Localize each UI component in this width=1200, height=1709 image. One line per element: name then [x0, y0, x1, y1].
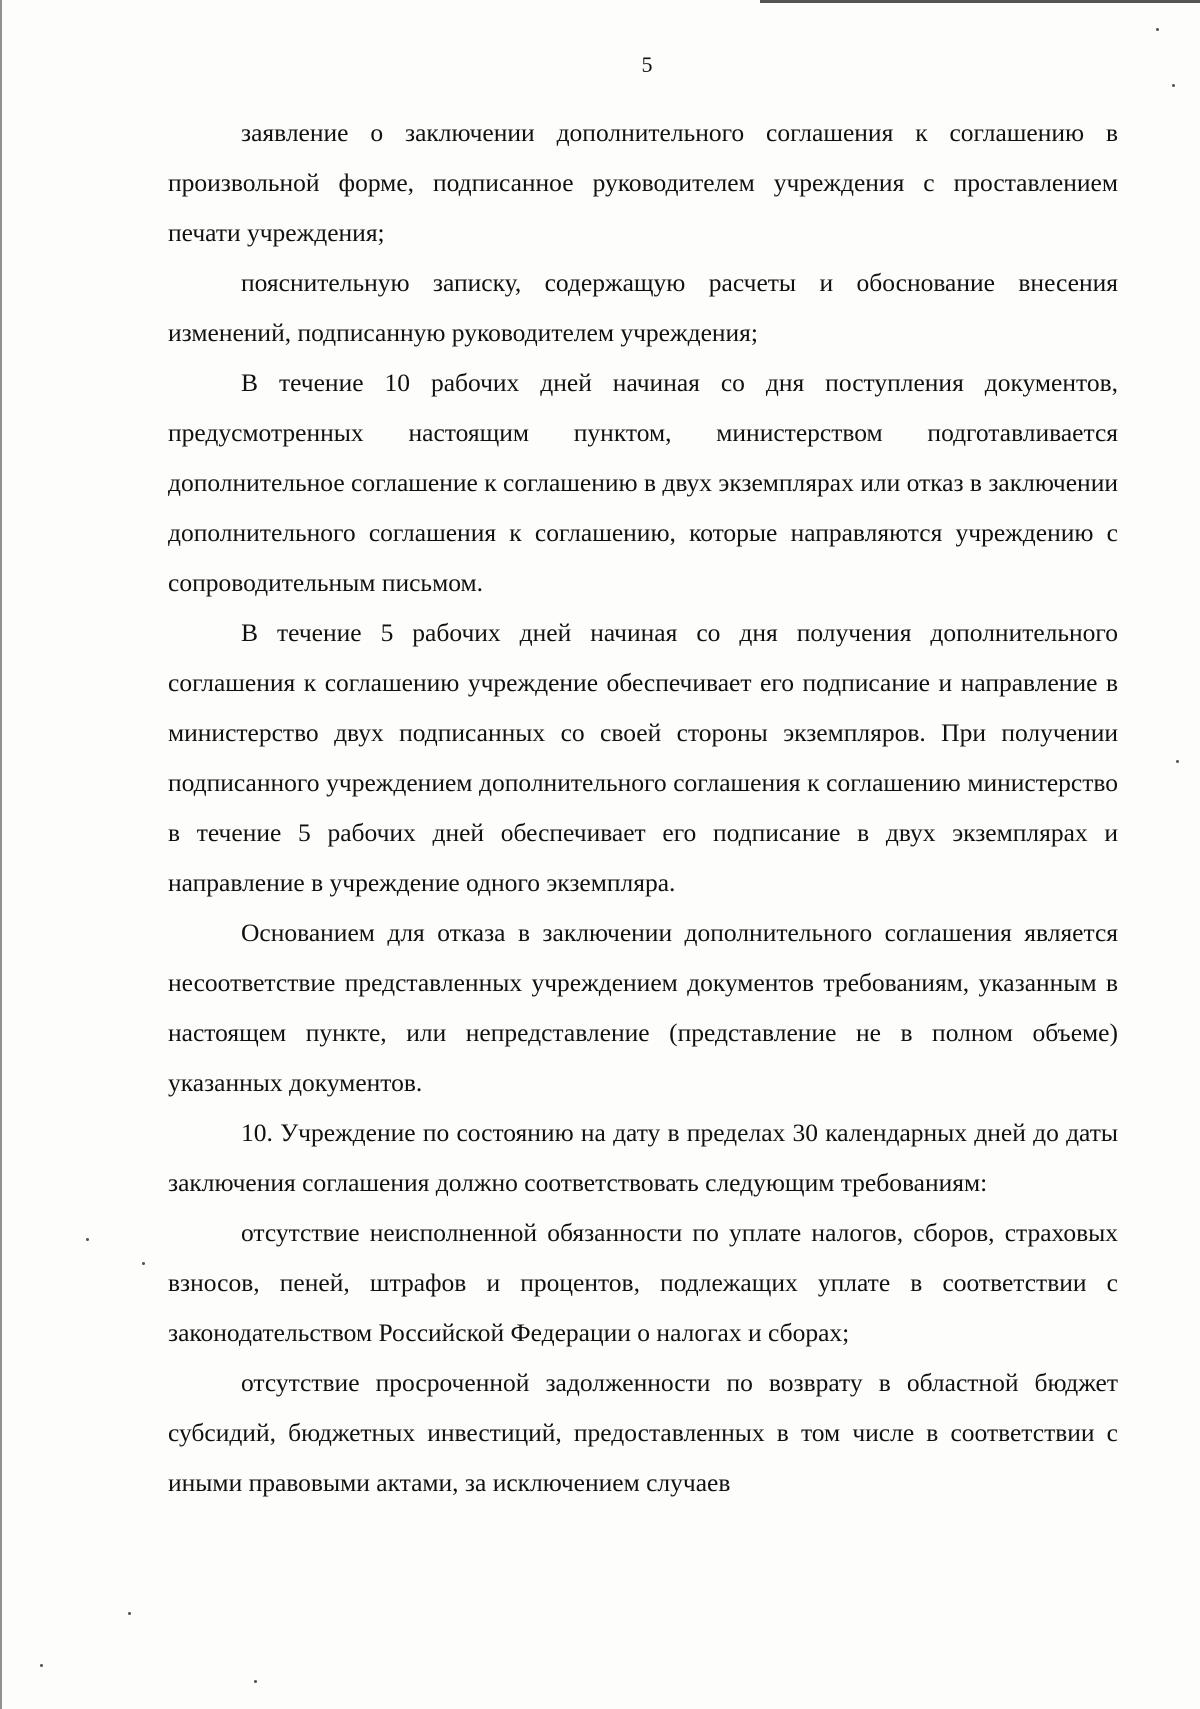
document-body: [168, 108, 1118, 1508]
paragraph-requirements-intro: 10. Учреждение по состоянию на дату в пределах 30 календарных дней до даты заключения соглашения должно соответствовать следующим требованиям:: [168, 1118, 1118, 1197]
scan-edge-left: [0, 0, 2, 1709]
scan-speck: [86, 1238, 89, 1241]
paragraph-debt-requirement: отсутствие просроченной задолженности по возврату в областной бюджет субсидий, бюджетных инвестиций, предоставленных в том числе в соответствии с иными правовыми актами, за исключением случаев: [168, 1368, 1118, 1497]
page-number: 5: [641, 52, 653, 77]
scan-speck: [1156, 28, 1159, 31]
paragraph-tax-requirement: отсутствие неисполненной обязанности по уплате налогов, сборов, страховых взносов, пеней, штрафов и процентов, подлежащих уплате в соответствии с законодательством Российской Федерации о налогах и сборах;: [168, 1218, 1118, 1347]
scan-edge-top: [760, 0, 1200, 3]
scan-speck: [1176, 760, 1179, 763]
paragraph-explanatory-note: пояснительную записку, содержащую расчеты и обоснование внесения изменений, подписанную руководителем учреждения;: [168, 268, 1118, 347]
scan-speck: [254, 1680, 257, 1683]
paragraph-signing-procedure: В течение 5 рабочих дней начиная со дня получения дополнительного соглашения к соглашению учреждение обеспечивает его подписание и направление в министерство двух подписанных со своей стороны экземпляров. При получении подписанного учреждением дополнительного соглашения к соглашению министерство в течение 5 рабочих дней обеспечивает его подписание в двух экземплярах и направление в учреждение одного экземпляра.: [168, 618, 1118, 897]
scan-speck: [1172, 84, 1175, 87]
scan-speck: [142, 1262, 145, 1265]
scan-speck: [40, 1664, 43, 1667]
paragraph-application-statement: заявление о заключении дополнительного соглашения к соглашению в произвольной форме, подписанное руководителем учреждения с проставлением печати учреждения;: [168, 118, 1118, 247]
paragraph-ministry-preparation: В течение 10 рабочих дней начиная со дня поступления документов, предусмотренных настоящим пунктом, министерством подготавливается дополнительное соглашение к соглашению в двух экземплярах или отказ в заключении дополнительного соглашения к соглашению, которые направляются учреждению с сопроводительным письмом.: [168, 368, 1118, 597]
paragraph-refusal-grounds: Основанием для отказа в заключении дополнительного соглашения является несоответствие представленных учреждением документов требованиям, указанным в настоящем пункте, или непредставление (представление не в полном объеме) указанных документов.: [168, 918, 1118, 1097]
scan-speck: [128, 1612, 131, 1615]
